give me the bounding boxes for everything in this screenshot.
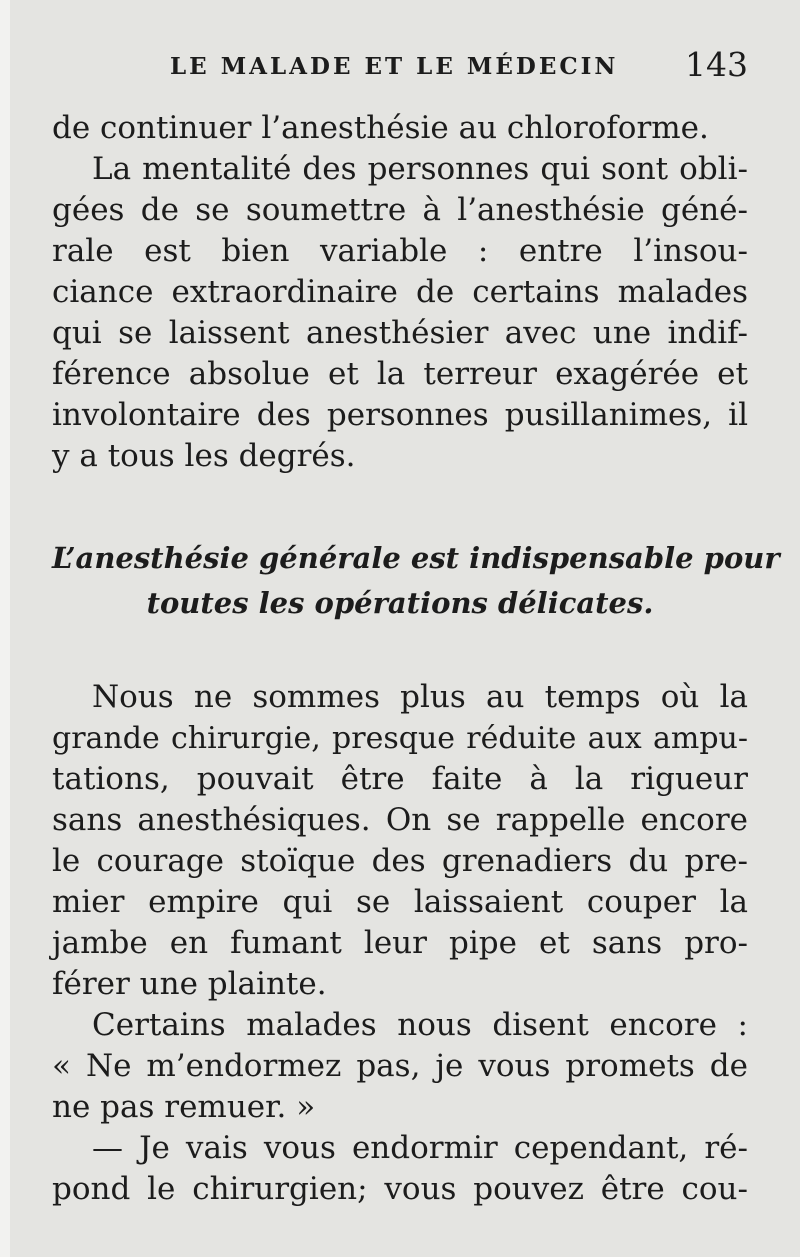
paragraph-3 <box>52 677 748 1005</box>
text-line: grande chirurgie, presque réduite aux ampu- <box>52 721 748 756</box>
page-number: 143 <box>685 45 748 84</box>
text-line: y a tous les degrés. <box>52 438 356 474</box>
text-line: jambe en fumant leur pipe et sans pro- <box>52 925 748 961</box>
paragraph-5 <box>52 1128 748 1210</box>
text-line: ciance extraordinaire de certains malades <box>52 274 748 310</box>
text-line: tations, pouvait être faite à la rigueur <box>52 761 748 797</box>
text-line: ne pas remuer. » <box>52 1089 316 1125</box>
text-line: de continuer l’anesthésie au chloroforme. <box>52 110 709 146</box>
paragraph-4 <box>52 1005 748 1128</box>
running-title: LE MALADE ET LE MÉDECIN <box>170 53 619 80</box>
text-line: involontaire des personnes pusillanimes, il <box>52 397 748 433</box>
text-line: Nous ne sommes plus au temps où la <box>92 679 748 715</box>
text-line: le courage stoïque des grenadiers du pre- <box>52 843 748 879</box>
paragraph-2 <box>52 149 748 477</box>
page-header <box>52 45 748 95</box>
text-line: qui se laissent anesthésier avec une indif- <box>52 315 748 351</box>
section-title <box>52 536 780 626</box>
text-line: mier empire qui se laissaient couper la <box>52 884 748 920</box>
text-line: Certains malades nous disent encore : <box>92 1007 748 1043</box>
paragraph-1 <box>52 108 748 149</box>
text-line: férence absolue et la terreur exagérée et <box>52 356 748 392</box>
text-line: rale est bien variable : entre l’insou- <box>52 233 748 269</box>
text-line: — Je vais vous endormir cependant, ré- <box>92 1130 748 1166</box>
text-line: sans anesthésiques. On se rappelle encore <box>52 802 748 838</box>
text-line: gées de se soumettre à l’anesthésie géné- <box>52 192 748 228</box>
text-line: « Ne m’endormez pas, je vous promets de <box>52 1048 748 1084</box>
text-line: férer une plainte. <box>52 966 327 1002</box>
section-title-line: toutes les opérations délicates. <box>146 586 654 620</box>
section-title-line: L’anesthésie générale est indispensable pour <box>52 541 780 575</box>
text-line: pond le chirurgien; vous pouvez être cou- <box>52 1171 748 1207</box>
text-line: La mentalité des personnes qui sont obli- <box>92 151 748 187</box>
